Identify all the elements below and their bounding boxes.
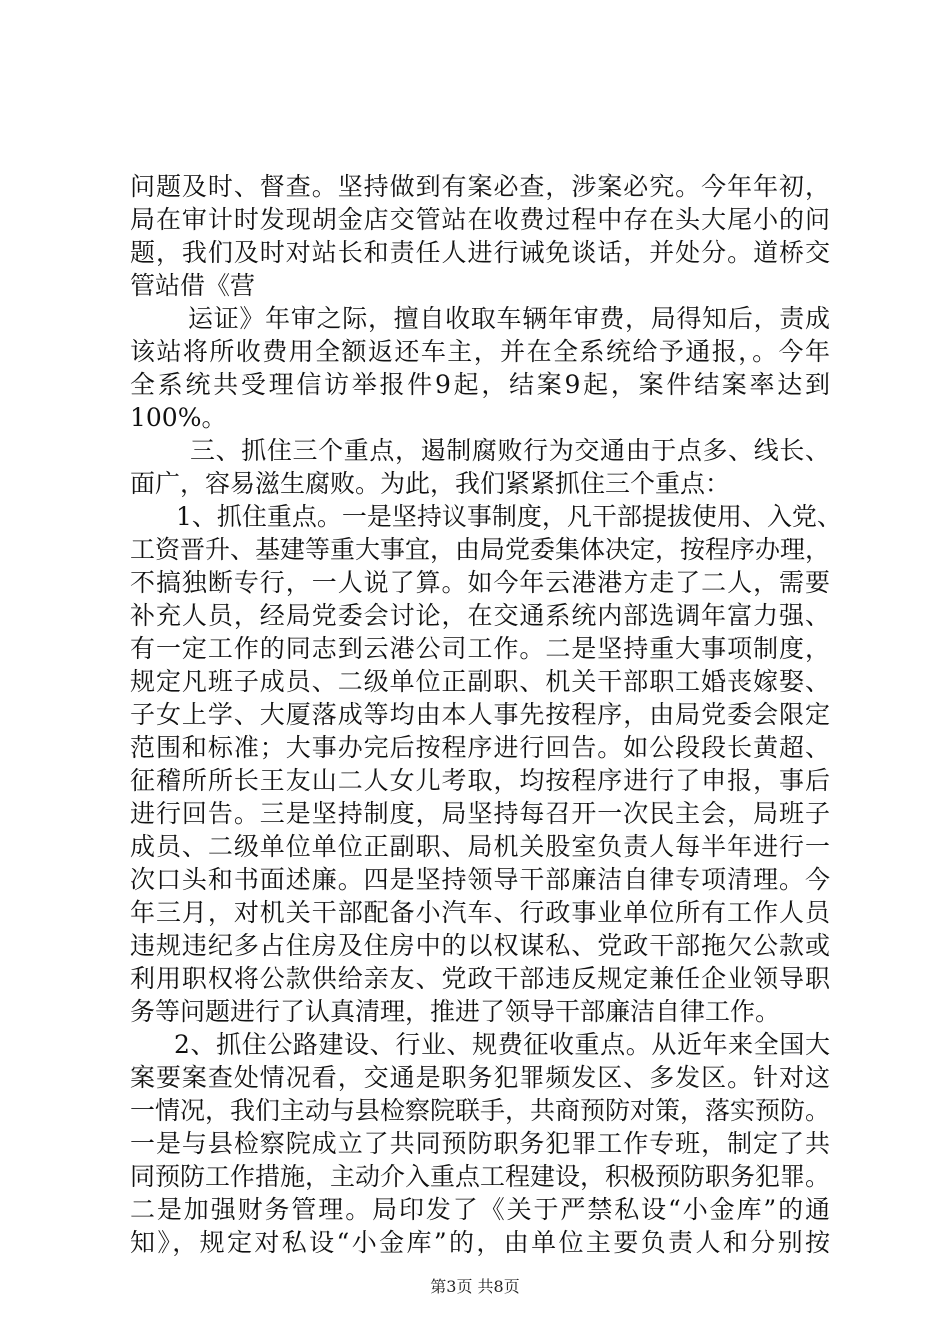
text-line: 征稽所所长王友山二人女儿考取，均按程序进行了申报，事后 <box>130 766 830 795</box>
text-line: 补充人员，经局党委会讨论，在交通系统内部选调年富力强、 <box>130 601 830 630</box>
text-line: 管站借《营 <box>130 271 256 300</box>
text-line: 知》，规定对私设“小金库”的，由单位主要负责人和分别按 <box>130 1228 830 1257</box>
text-line: 范围和标准；大事办完后按程序进行回告。如公段段长黄超、 <box>130 733 830 762</box>
text-line: 题，我们及时对站长和责任人进行诫免谈话，并处分。道桥交 <box>130 238 830 267</box>
text-line: 有一定工作的同志到云港公司工作。二是坚持重大事项制度， <box>130 634 830 663</box>
text-line: 运证》年审之际，擅自收取车辆年审费，局得知后，责成 <box>188 304 830 333</box>
text-line: 二是加强财务管理。局印发了《关于严禁私设“小金库”的通 <box>130 1195 830 1224</box>
text-line: 进行回告。三是坚持制度，局坚持每召开一次民主会，局班子 <box>130 799 830 828</box>
text-line: 全系统共受理信访举报件9起，结案9起，案件结案率达到 <box>130 370 830 399</box>
text-line: 年三月，对机关干部配备小汽车、行政事业单位所有工作人员 <box>130 898 830 927</box>
text-line: 一是与县检察院成立了共同预防职务犯罪工作专班，制定了共 <box>130 1129 830 1158</box>
text-line: 问题及时、督查。坚持做到有案必查，涉案必究。今年年初， <box>130 172 830 201</box>
text-line: 利用职权将公款供给亲友、党政干部违反规定兼任企业领导职 <box>130 964 830 993</box>
text-line: 违规违纪多占住房及住房中的以权谋私、党政干部拖欠公款或 <box>130 931 830 960</box>
text-line: 局在审计时发现胡金店交管站在收费过程中存在头大尾小的问 <box>130 205 830 234</box>
text-line: 案要案查处情况看，交通是职务犯罪频发区、多发区。针对这 <box>130 1063 830 1092</box>
text-line: 次口头和书面述廉。四是坚持领导干部廉洁自律专项清理。今 <box>130 865 830 894</box>
body-text <box>130 170 842 1259</box>
paragraph-start: 2、抓住公路建设、行业、规费征收重点。从近年来全国大 <box>174 1030 830 1059</box>
text-line: 该站将所收费用全额返还车主，并在全系统给予通报，。今年 <box>130 337 830 366</box>
text-line: 子女上学、大厦落成等均由本人事先按程序，由局党委会限定 <box>130 700 830 729</box>
text-line: 规定凡班子成员、二级单位正副职、机关干部职工婚丧嫁娶、 <box>130 667 830 696</box>
text-line: 不搞独断专行，一人说了算。如今年云港港方走了二人，需要 <box>130 568 830 597</box>
page-number-footer: 第3页 共8页 <box>430 1277 520 1296</box>
section-heading: 三、抓住三个重点，遏制腐败行为交通由于点多、线长、 <box>190 436 830 465</box>
text-line: 面广，容易滋生腐败。为此，我们紧紧抓住三个重点： <box>130 469 731 498</box>
text-line: 100%。 <box>130 403 227 432</box>
paragraph-start: 1、抓住重点。一是坚持议事制度，凡干部提拔使用、入党、 <box>176 502 842 531</box>
text-line: 同预防工作措施，主动介入重点工程建设，积极预防职务犯罪。 <box>130 1162 831 1191</box>
text-line: 成员、二级单位单位正副职、局机关股室负责人每半年进行一 <box>130 832 830 861</box>
text-line: 工资晋升、基建等重大事宜，由局党委集体决定，按程序办理， <box>130 535 831 564</box>
text-line: 务等问题进行了认真清理，推进了领导干部廉洁自律工作。 <box>130 997 781 1026</box>
text-line: 一情况，我们主动与县检察院联手，共商预防对策，落实预防。 <box>130 1096 831 1125</box>
